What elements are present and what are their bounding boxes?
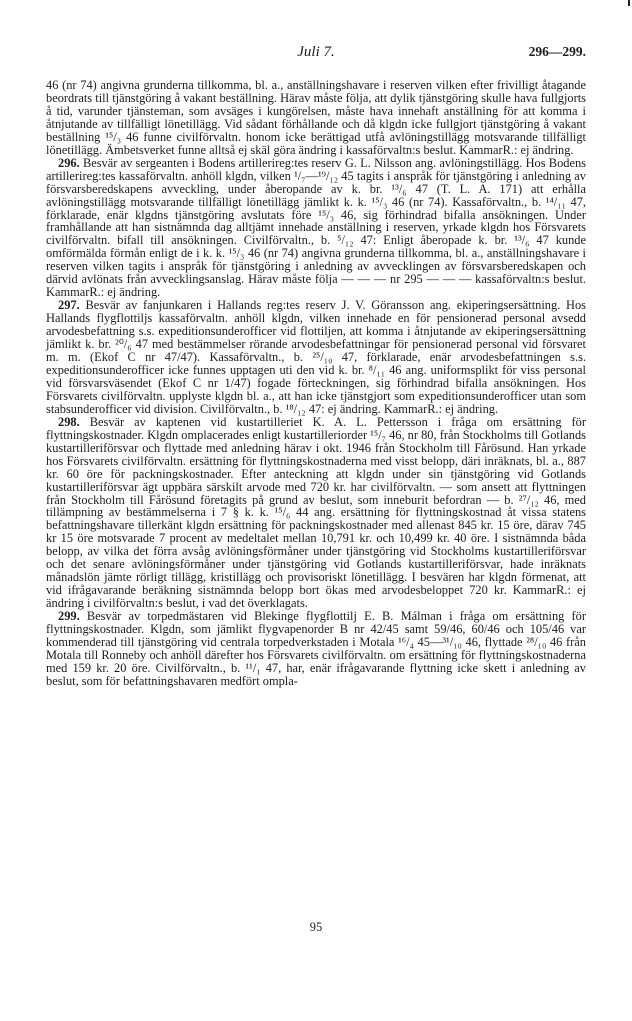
page-number: 95 [309, 920, 323, 934]
case-paragraph-297 [46, 299, 586, 416]
case-number: 296. [58, 155, 80, 170]
paragraph-text: Besvär av kaptenen vid kustartilleriet K. A. L. Pettersson i fråga om ersättning för flyttningskostnader. Klgdn omplacerades enligt kustartilleriorder ¹⁵/₇ 46, nr 80, från Stockholms till Gotlands kustartilleriförsvar och flyttade med anledning härav i okt. 1946 från Stockholm till Fårösund. Han yrkade hos Försvarets civilförvaltn. ersättning för flyttningskostnaderna med visst belopp, däri inräknats, bl. a., 887 kr. 60 öre för packningskostnader. Efter anteckning att klgdn under sin tjänstgöring vid Gotlands kustartilleriförsvar ägt uppbära särskilt arvode med 720 kr. har civilförvaltn. — som ansett att flyttningen från Stockholm till Fårösund företagits på grund av beslut, som inneburit befordran — b. ²⁷/₁₂ 46, med tillämpning av bestämmelserna i 7 § k. k. ¹⁵/₆ 44 ang. ersättning för flyttningskostnad åt vissa statens befattningshavare tillerkänt klgdn ersättning för packningskostnader med allenast 845 kr. 15 öre, därav 745 kr 15 öre motsvarade 7 procent av medeltalet mellan 10,791 kr. och 10,499 kr. 40 öre. I sistnämnda båda belopp, av vilka det förra avsåg avlöningsförmåner under tjänstgöring vid Stockholms kustartilleriförsvar och det senare avlöningsförmåner under tjänstgöring vid Gotlands kustartilleriförsvar, hade inräknats månadslön jämte rörligt tillägg, kristillägg och provisoriskt lönetillägg. I besvären har klgdn förmenat, att vid ifrågavarande beräkning sistnämnda belopp bort ökas med arvodesbeloppet 720 kr. KammarR.: ej ändring i civilförvaltn:s beslut, i vad det överklagats. [46, 414, 586, 611]
case-number: 297. [58, 298, 80, 313]
case-paragraph-299 [46, 610, 586, 688]
paragraph-text: Besvär av fanjunkaren i Hallands reg:tes reserv J. V. Göransson ang. ekiperingsersättning. Hos Hallands flygflottiljs kassaförvaltn. anhöll klgdn, vilken innehade en för pensionerad personal avsedd arvodesbefattning s.s. expeditionsunderofficer vid flottiljen, att komma i åtnjutande av ekiperingsersättning jämlikt k. br. ²⁰/₆ 47 med bestämmelser rörande arvodesbefattningar för pensionerad personal vid försvaret m. m. (Ekof C nr 47/47). Kassaförvaltn., b. ²⁵/₁₀ 47, förklarade, enär arvodesbefattningen s.s. expeditionsunderofficer icke funnes upptagen uti den vid k. br. ⁸/₁₁ 46 ang. uniformsplikt för viss personal vid försvarsväsendet (Ekof C nr 1/47) fogade förteckningen, sig förhindrad bifalla ansökningen. Hos Försvarets civilförvaltn. upplyste klgdn bl. a., att han icke tjänstgjort som expeditionsunderofficer utan som stabsunderofficer vid division. Civilförvaltn., b. ¹⁸/₁₂ 47: ej ändring. KammarR.: ej ändring. [46, 298, 586, 416]
paragraph-text: Besvär av sergeanten i Bodens artillerireg:tes reserv G. L. Nilsson ang. avlöningstillägg. Hos Bodens artillerireg:tes kassaförvaltn. anhöll klgdn, vilken ¹/₇—¹⁹/₁₂ 45 tagits i anspråk för tjänstgöring i anledning av försvarsberedskapens avveckling, under åberopande av k. br. ¹³/₆ 47 (T. L. A. 171) att erhålla avlöningstillägg motsvarande tillfälligt lönetillägg jämlikt k. k. ¹⁵/₃ 46 (nr 74). Kassaförvaltn., b. ¹⁴/₁₁ 47, förklarade, enär klgdns tjänstgöring avslutats före ¹⁵/₃ 46, sig förhindrad bifalla ansökningen. Under framhållande att han sistnämnda dag alltjämt innehade anställning i reserven, yrkade klgdn hos Försvarets civilförvaltn. bifall till ansökningen. Civilförvaltn., b. ⁵/₁₂ 47: Enligt åberopade k. br. ¹³/₆ 47 kunde omförmälda förmån enligt de i k. k. ¹⁵/₃ 46 (nr 74) angivna grunderna tillkomma, bl. a., anställningshavare i reserven vilken tagits i anspråk för tjänstgöring i anledning av avvecklingen av försvarsberedskapen och därvid avlönats från avvecklingsanslag. Härav måste följa — — — nr 295 — — — kassaförvaltn:s beslut. KammarR.: ej ändring. [46, 155, 586, 300]
paragraph-text: Besvär av torpedmästaren vid Blekinge flygflottilj E. B. Málman i fråga om ersättning för flyttningskostnader. Klgdn, som jämlikt flygvapenorder B nr 42/45 samt 59/46, 60/46 och 105/46 var kommenderad till tjänstgöring vid centrala torpedverkstaden i Motala ¹⁶/₄ 45—³¹/₁₀ 46, flyttade ²⁸/₁₀ 46 från Motala till Ronneby och anhöll därefter hos Försvarets civilförvaltn. om ersättning för flyttningskostnaderna med 159 kr. 20 öre. Civilförvaltn., b. ¹¹/₁ 47, har, enär ifrågavarande flyttning icke skett i anledning av beslut, som för befattningshavaren medfört ompla- [46, 609, 586, 688]
body-text [46, 79, 586, 688]
case-number: 298. [58, 414, 80, 429]
case-paragraph-296 [46, 157, 586, 299]
case-number: 299. [58, 609, 80, 624]
case-paragraph-298 [46, 416, 586, 610]
header-title: Juli 7. [297, 44, 335, 60]
paragraph-text: 46 (nr 74) angivna grunderna tillkomma, bl. a., anställningshavare i reserven vilken efter frivilligt åtagande beordrats till tjänstgöring å vakant beställning. Härav måste följa, att dylik tjänstgöring skulle hava fullgjorts å tid, varunder tjänsteman, som avsäges i kungörelsen, måste hava innehaft anställning för att komma i åtnjutande av tillfälligt lönetillägg. Vid sådant förhållande och då klgdn icke fullgjort tjänstgöring å vakant beställning ¹⁵/₃ 46 funne civilförvaltn. honom icke berättigad utfå avlöningstillägg motsvarande tillfälligt lönetillägg. Ämbetsverket funne alltså ej skäl göra ändring i kassaförvaltn:s beslut. KammarR.: ej ändring. [46, 78, 586, 157]
paragraph-continuation [46, 79, 586, 157]
running-header [46, 44, 586, 64]
header-case-range: 296—299. [528, 44, 586, 59]
page-edge-mark [628, 0, 630, 6]
